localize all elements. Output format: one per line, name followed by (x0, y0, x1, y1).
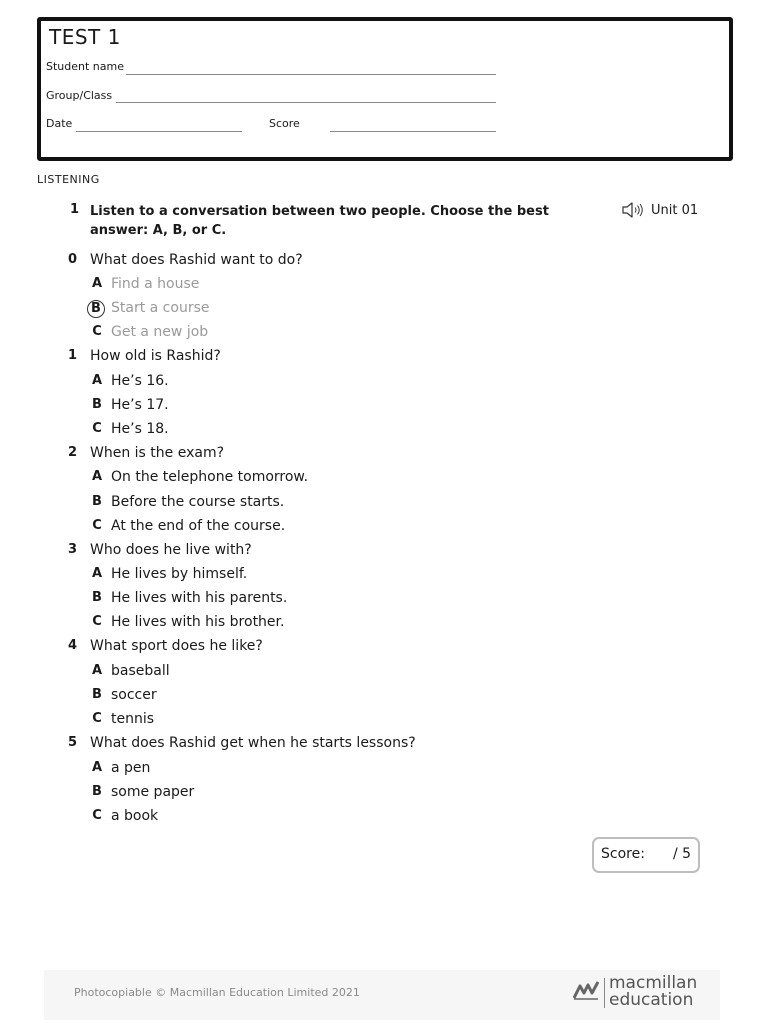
question-text: What does Rashid want to do? (90, 252, 303, 268)
option-letter: A (91, 276, 103, 291)
option-letter: C (92, 614, 102, 629)
option-b[interactable] (0, 784, 400, 802)
question-number: 3 (68, 542, 78, 557)
logo-text-line2: education (609, 990, 694, 1010)
macmillan-logo-icon (573, 980, 599, 1000)
test-title: TEST 1 (49, 25, 121, 49)
option-text: Get a new job (111, 324, 209, 340)
question-number: 4 (68, 638, 78, 653)
option-text: Find a house (111, 276, 200, 292)
option-a[interactable] (0, 469, 400, 487)
question-text: Who does he live with? (90, 542, 252, 558)
option-letter: C (92, 518, 102, 533)
option-letter: A (91, 469, 103, 484)
macmillan-logo (573, 975, 698, 1011)
option-text: He’s 18. (111, 421, 169, 437)
option-b[interactable] (0, 494, 400, 512)
option-letter: B (92, 687, 102, 702)
question-text: When is the exam? (90, 445, 225, 461)
option-letter-circled: B (87, 300, 105, 318)
option-a[interactable] (0, 566, 400, 584)
student-name-label: Student name (46, 60, 124, 73)
option-text: Before the course starts. (111, 494, 285, 510)
option-letter: C (92, 324, 102, 339)
header-box (37, 17, 733, 161)
option-b[interactable] (0, 300, 400, 318)
score-field[interactable] (330, 131, 496, 132)
option-letter: A (91, 566, 103, 581)
option-text: a book (111, 808, 159, 824)
option-c[interactable] (0, 711, 400, 729)
logo-text-line1: macmillan (609, 973, 698, 993)
option-letter: A (91, 663, 103, 678)
option-b[interactable] (0, 687, 400, 705)
question-text: How old is Rashid? (90, 348, 221, 364)
option-letter: B (92, 784, 102, 799)
student-name-field[interactable] (126, 74, 496, 75)
option-c[interactable] (0, 808, 400, 826)
option-text: a pen (111, 760, 151, 776)
question-number: 1 (68, 348, 78, 363)
footer-copyright: Photocopiable © Macmillan Education Limited 2021 (74, 986, 360, 999)
instruction-text: Listen to a conversation between two people. Choose the best answer: A, B, or C. (90, 204, 549, 238)
unit-label: Unit 01 (651, 203, 699, 218)
option-text: He lives by himself. (111, 566, 248, 582)
option-a[interactable] (0, 760, 400, 778)
question-number: 0 (68, 252, 78, 267)
option-letter: A (91, 373, 103, 388)
option-text: He lives with his brother. (111, 614, 285, 630)
option-letter: A (91, 760, 103, 775)
option-text: He lives with his parents. (111, 590, 288, 606)
question-number: 5 (68, 735, 78, 750)
option-text: tennis (111, 711, 155, 727)
instruction-number: 1 (70, 202, 80, 217)
question-text: What sport does he like? (90, 638, 263, 654)
option-text: some paper (111, 784, 195, 800)
option-text: Start a course (111, 300, 210, 316)
section-heading: LISTENING (37, 173, 100, 186)
option-letter: B (92, 397, 102, 412)
option-letter: B (92, 494, 102, 509)
option-c[interactable] (0, 518, 400, 536)
option-letter: B (92, 590, 102, 605)
option-c[interactable] (0, 324, 400, 342)
logo-divider (604, 978, 605, 1008)
option-text: At the end of the course. (111, 518, 286, 534)
group-class-field[interactable] (116, 102, 496, 103)
score-box-total: / 5 (673, 846, 692, 862)
option-b[interactable] (0, 397, 400, 415)
option-c[interactable] (0, 421, 400, 439)
option-b[interactable] (0, 590, 400, 608)
group-class-label: Group/Class (46, 89, 113, 102)
date-field[interactable] (76, 131, 242, 132)
date-label: Date (46, 117, 73, 130)
option-letter: C (92, 711, 102, 726)
speaker-icon[interactable] (621, 201, 645, 219)
option-text: baseball (111, 663, 170, 679)
option-a[interactable] (0, 663, 400, 681)
option-letter: C (92, 421, 102, 436)
question-text: What does Rashid get when he starts lessons? (90, 735, 416, 751)
option-a[interactable] (0, 276, 400, 294)
score-box[interactable] (592, 837, 700, 873)
question-number: 2 (68, 445, 78, 460)
option-text: On the telephone tomorrow. (111, 469, 309, 485)
score-label: Score (269, 117, 300, 130)
option-a[interactable] (0, 373, 400, 391)
option-text: He’s 17. (111, 397, 169, 413)
option-text: He’s 16. (111, 373, 169, 389)
score-box-label: Score: (601, 846, 645, 862)
option-text: soccer (111, 687, 157, 703)
option-c[interactable] (0, 614, 400, 632)
option-letter: C (92, 808, 102, 823)
